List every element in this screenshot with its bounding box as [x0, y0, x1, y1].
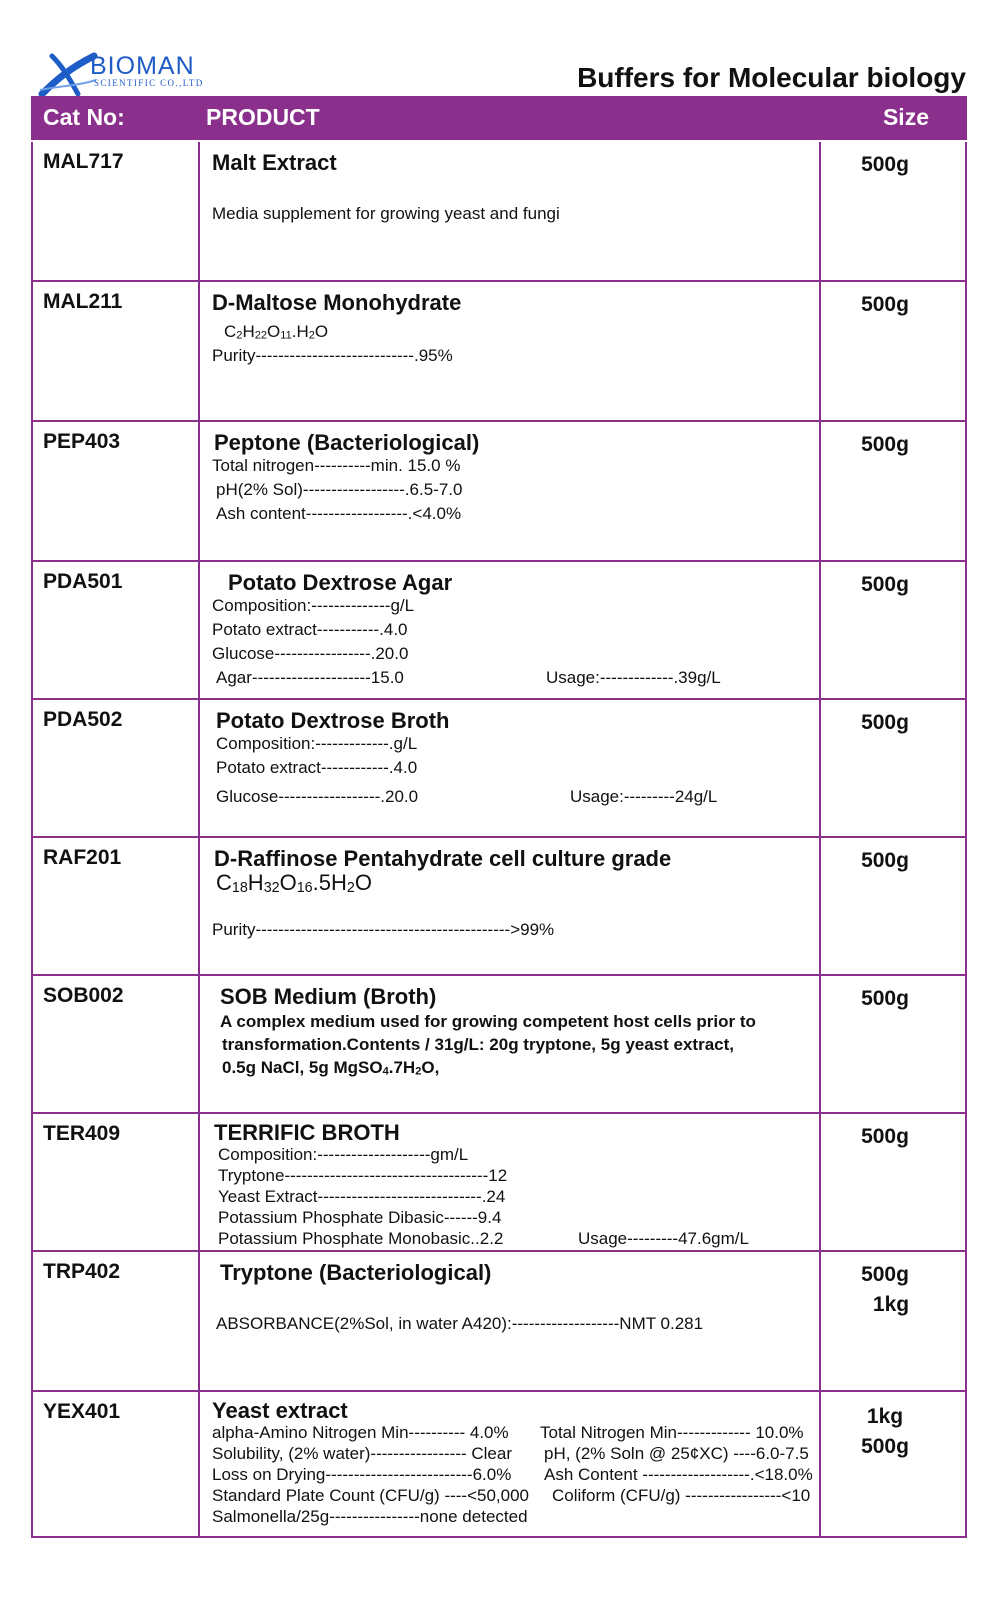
product-size: 500g — [861, 573, 909, 596]
cat-no: TER409 — [43, 1122, 121, 1145]
spec-line: Agar---------------------15.0 — [216, 668, 404, 687]
cat-no: PDA502 — [43, 708, 123, 731]
spec-line: Standard Plate Count (CFU/g) ----<50,000 — [212, 1486, 530, 1505]
spec-line: Ash Content -------------------.<18.0% — [544, 1465, 813, 1484]
cat-no: YEX401 — [43, 1400, 121, 1423]
cat-no: TRP402 — [43, 1260, 121, 1283]
spec-line: pH(2% Sol)------------------.6.5-7.0 — [216, 480, 463, 499]
product-size — [825, 1402, 945, 1462]
spec-line: Potassium Phosphate Dibasic------9.4 — [218, 1208, 502, 1227]
usage-line: Usage:---------24g/L — [570, 787, 718, 806]
size-option: 1kg — [866, 1405, 904, 1428]
product-cell — [198, 422, 821, 560]
spec-line: Glucose------------------.20.0 — [216, 787, 419, 806]
cat-no: SOB002 — [43, 984, 124, 1007]
product-size: 500g — [861, 1125, 909, 1148]
table-row — [33, 838, 965, 976]
table-row — [33, 700, 965, 838]
product-cell — [198, 700, 821, 836]
description-line: transformation.Contents / 31g/L: 20g tryptone, 5g yeast extract, — [222, 1035, 735, 1054]
product-cell — [198, 1252, 821, 1390]
chemical-formula: $C_{18}H_{32}O_{16}.5H_2O$ — [216, 870, 372, 897]
table-row — [33, 1252, 965, 1392]
table-row — [33, 1114, 965, 1252]
size-option: 500g — [861, 1263, 909, 1286]
spec-line: Loss on Drying--------------------------6.0% — [212, 1465, 512, 1484]
product-size: 500g — [861, 153, 909, 176]
table-row — [33, 562, 965, 700]
spec-line: Composition:--------------g/L — [212, 596, 415, 615]
cat-no: MAL717 — [43, 150, 124, 173]
header-product: PRODUCT — [206, 104, 320, 130]
logo-x-icon — [38, 50, 98, 100]
spec-line: Tryptone------------------------------------12 — [218, 1166, 508, 1185]
product-description: Media supplement for growing yeast and fungi — [212, 204, 560, 223]
table-row — [33, 142, 965, 282]
cat-no: PEP403 — [43, 430, 121, 453]
spec-line: alpha-Amino Nitrogen Min---------- 4.0% — [212, 1423, 509, 1442]
product-name: SOB Medium (Broth) — [220, 984, 437, 1009]
cat-no: PDA501 — [43, 570, 123, 593]
product-name: Peptone (Bacteriological) — [214, 430, 480, 455]
header-cat-no: Cat No: — [43, 104, 125, 130]
table-row — [33, 422, 965, 562]
product-table — [31, 142, 967, 1538]
usage-line: Usage---------47.6gm/L — [578, 1229, 749, 1248]
spec-line: Composition:-------------.g/L — [216, 734, 418, 753]
product-size: 500g — [861, 849, 909, 872]
header-size: Size — [882, 104, 929, 130]
company-logo — [38, 50, 228, 100]
product-size: 500g — [861, 987, 909, 1010]
product-size: 500g — [861, 433, 909, 456]
product-cell — [198, 1114, 821, 1250]
spec-line: Potassium Phosphate Monobasic..2.2 — [218, 1229, 504, 1248]
spec-line: Total nitrogen----------min. 15.0 % — [212, 456, 461, 475]
spec-line: Purity--------------------------------------------->99% — [212, 920, 555, 939]
table-row — [33, 976, 965, 1114]
logo-name: BIOMAN — [90, 52, 195, 80]
product-size — [825, 1260, 945, 1320]
product-cell — [198, 1392, 821, 1536]
spec-line: Solubility, (2% water)----------------- Clear — [212, 1444, 512, 1463]
spec-line: Total Nitrogen Min------------- 10.0% — [540, 1423, 804, 1442]
usage-line: Usage:-------------.39g/L — [546, 668, 721, 687]
spec-line: Ash content------------------.<4.0% — [216, 504, 462, 523]
spec-line: Purity----------------------------.95% — [212, 346, 453, 365]
product-name: TERRIFIC BROTH — [214, 1120, 400, 1145]
page-title: Buffers for Molecular biology — [577, 62, 966, 93]
spec-line: Potato extract------------.4.0 — [216, 758, 418, 777]
spec-line: ABSORBANCE(2%Sol, in water A420):-------------------NMT 0.281 — [216, 1314, 704, 1333]
product-cell — [198, 142, 821, 280]
product-name: Potato Dextrose Broth — [216, 708, 450, 733]
spec-line: Coliform (CFU/g) -----------------<10 — [552, 1486, 811, 1505]
table-header — [31, 96, 967, 140]
size-option: 1kg — [872, 1293, 910, 1316]
chemical-formula: $C_2H_{22}O_{11}.H_2O$ — [224, 322, 329, 342]
product-name: D-Maltose Monohydrate — [212, 290, 462, 315]
table-row — [33, 282, 965, 422]
spec-line: Yeast Extract-----------------------------.24 — [218, 1187, 506, 1206]
description-line: 0.5g NaCl, 5g $MgSO_4.7H_2O$, — [222, 1058, 440, 1078]
product-name: D-Raffinose Pentahydrate cell culture grade — [214, 846, 672, 871]
product-name: Yeast extract — [212, 1398, 348, 1423]
description-line: A complex medium used for growing competent host cells prior to — [220, 1012, 756, 1031]
spec-line: Potato extract-----------.4.0 — [212, 620, 408, 639]
spec-line: Glucose-----------------.20.0 — [212, 644, 409, 663]
cat-no: MAL211 — [43, 290, 123, 313]
cat-no: RAF201 — [43, 846, 122, 869]
product-size: 500g — [861, 293, 909, 316]
product-name: Potato Dextrose Agar — [228, 570, 453, 595]
product-cell — [198, 282, 821, 420]
spec-line: pH, (2% Soln @ 25¢XC) ----6.0-7.5 — [544, 1444, 809, 1463]
product-cell — [198, 976, 821, 1112]
product-name: Malt Extract — [212, 150, 337, 175]
product-size: 500g — [861, 711, 909, 734]
product-cell — [198, 838, 821, 974]
spec-line: Salmonella/25g----------------none detected — [212, 1507, 528, 1526]
product-name: Tryptone (Bacteriological) — [220, 1260, 492, 1285]
spec-line: Composition:--------------------gm/L — [218, 1145, 469, 1164]
table-row — [33, 1392, 965, 1538]
size-option: 500g — [861, 1435, 909, 1458]
product-cell — [198, 562, 821, 698]
logo-subtitle: SCIENTIFIC CO.,LTD — [94, 78, 204, 88]
